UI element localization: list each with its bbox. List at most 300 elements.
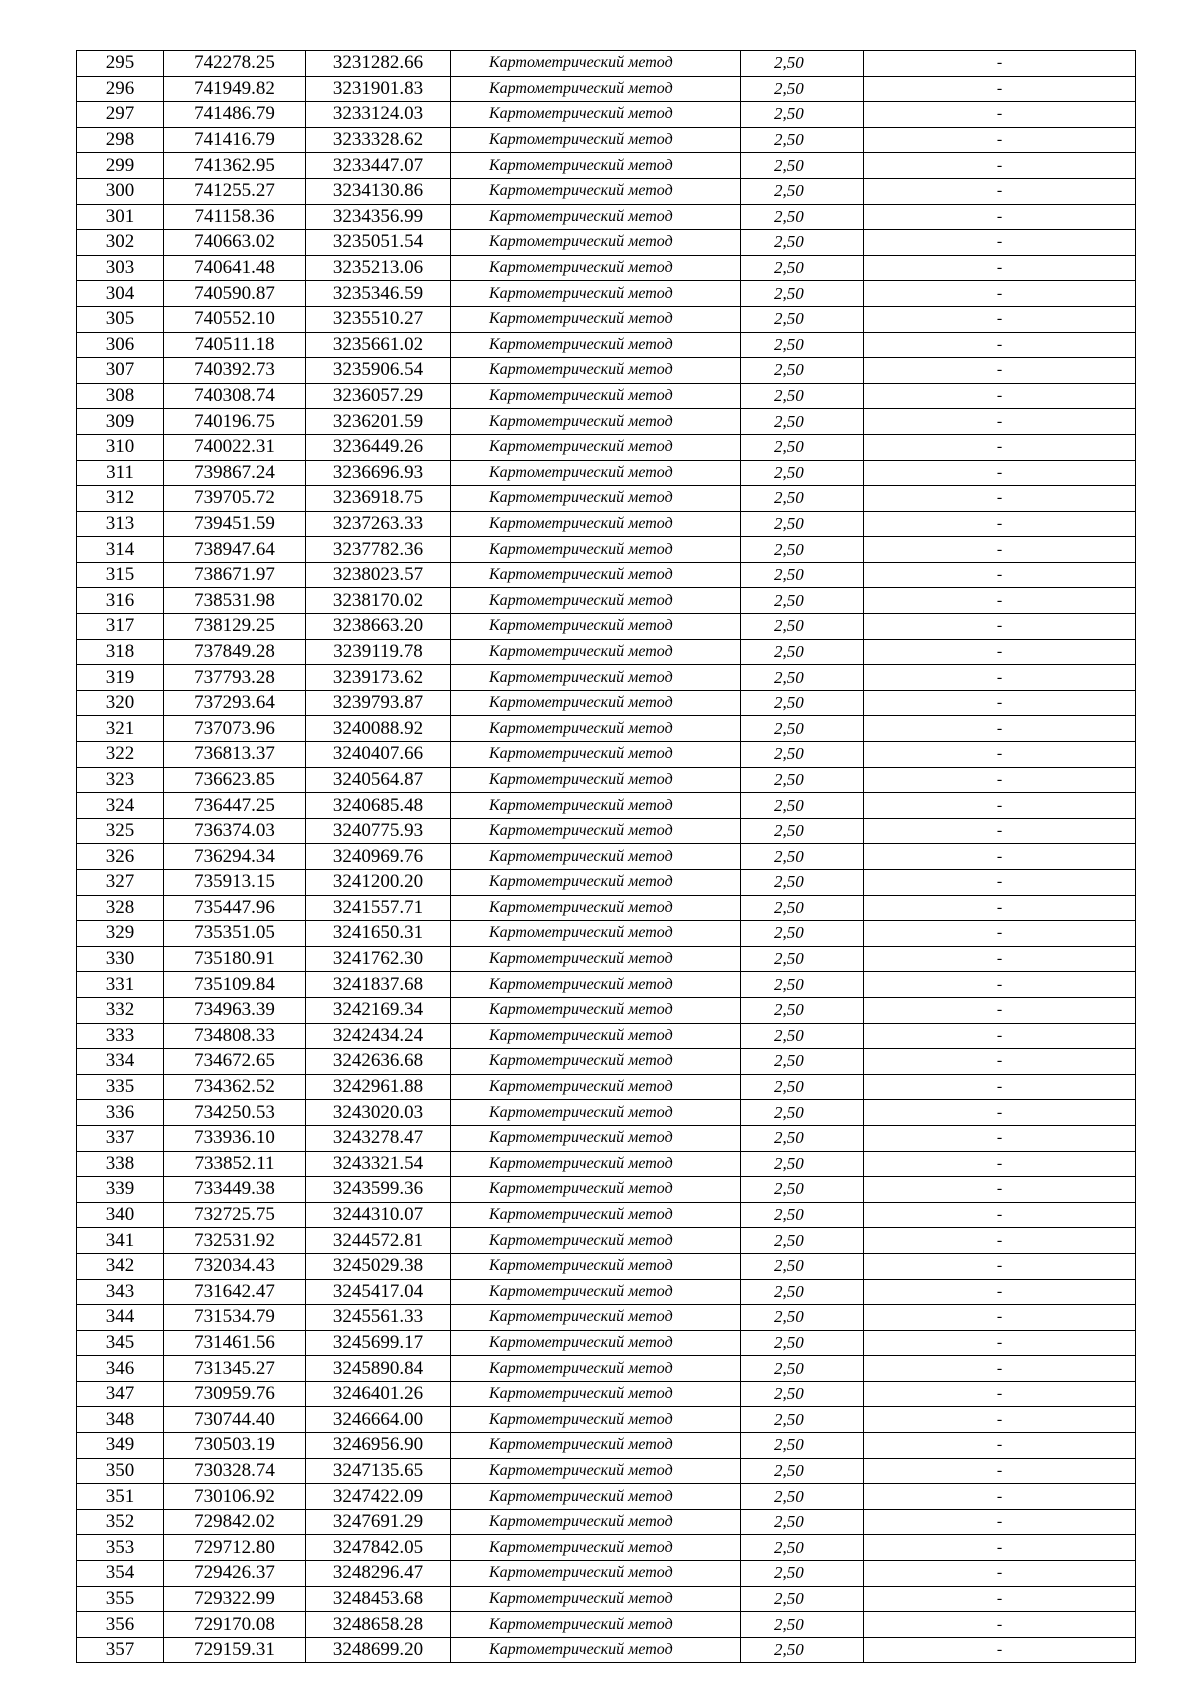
method-cell: Картометрический метод: [451, 204, 741, 230]
table-row: [77, 1509, 1136, 1535]
x-coordinate-cell: 733449.38: [164, 1177, 306, 1203]
note-cell: -: [864, 946, 1136, 972]
table-row: [77, 614, 1136, 640]
point-number-cell: 340: [77, 1202, 164, 1228]
table-row: [77, 51, 1136, 77]
y-coordinate-cell: 3241557.71: [306, 895, 451, 921]
method-cell: Картометрический метод: [451, 844, 741, 870]
method-cell: Картометрический метод: [451, 997, 741, 1023]
method-cell: Картометрический метод: [451, 1228, 741, 1254]
y-coordinate-cell: 3235661.02: [306, 332, 451, 358]
note-cell: -: [864, 204, 1136, 230]
x-coordinate-cell: 738947.64: [164, 537, 306, 563]
y-coordinate-cell: 3233328.62: [306, 127, 451, 153]
y-coordinate-cell: 3241200.20: [306, 870, 451, 896]
point-number-cell: 315: [77, 562, 164, 588]
y-coordinate-cell: 3247135.65: [306, 1458, 451, 1484]
note-cell: -: [864, 972, 1136, 998]
x-coordinate-cell: 730959.76: [164, 1381, 306, 1407]
note-cell: -: [864, 870, 1136, 896]
table-row: [77, 409, 1136, 435]
accuracy-cell: 2,50: [741, 1509, 864, 1535]
point-number-cell: 324: [77, 793, 164, 819]
point-number-cell: 322: [77, 742, 164, 768]
accuracy-cell: 2,50: [741, 1637, 864, 1663]
accuracy-cell: 2,50: [741, 1330, 864, 1356]
accuracy-cell: 2,50: [741, 358, 864, 384]
x-coordinate-cell: 737293.64: [164, 690, 306, 716]
note-cell: -: [864, 255, 1136, 281]
x-coordinate-cell: 738129.25: [164, 614, 306, 640]
point-number-cell: 328: [77, 895, 164, 921]
note-cell: -: [864, 434, 1136, 460]
table-row: [77, 665, 1136, 691]
x-coordinate-cell: 735913.15: [164, 870, 306, 896]
method-cell: Картометрический метод: [451, 409, 741, 435]
method-cell: Картометрический метод: [451, 486, 741, 512]
x-coordinate-cell: 734250.53: [164, 1100, 306, 1126]
x-coordinate-cell: 741949.82: [164, 76, 306, 102]
point-number-cell: 357: [77, 1637, 164, 1663]
x-coordinate-cell: 736294.34: [164, 844, 306, 870]
point-number-cell: 321: [77, 716, 164, 742]
y-coordinate-cell: 3238663.20: [306, 614, 451, 640]
y-coordinate-cell: 3240407.66: [306, 742, 451, 768]
x-coordinate-cell: 729322.99: [164, 1586, 306, 1612]
x-coordinate-cell: 735109.84: [164, 972, 306, 998]
y-coordinate-cell: 3238023.57: [306, 562, 451, 588]
point-number-cell: 350: [77, 1458, 164, 1484]
accuracy-cell: 2,50: [741, 409, 864, 435]
point-number-cell: 316: [77, 588, 164, 614]
table-row: [77, 511, 1136, 537]
point-number-cell: 309: [77, 409, 164, 435]
y-coordinate-cell: 3231901.83: [306, 76, 451, 102]
y-coordinate-cell: 3240685.48: [306, 793, 451, 819]
accuracy-cell: 2,50: [741, 460, 864, 486]
accuracy-cell: 2,50: [741, 1074, 864, 1100]
x-coordinate-cell: 730503.19: [164, 1433, 306, 1459]
note-cell: -: [864, 306, 1136, 332]
table-row: [77, 818, 1136, 844]
table-row: [77, 1023, 1136, 1049]
y-coordinate-cell: 3244310.07: [306, 1202, 451, 1228]
point-number-cell: 296: [77, 76, 164, 102]
y-coordinate-cell: 3242434.24: [306, 1023, 451, 1049]
method-cell: Картометрический метод: [451, 1151, 741, 1177]
method-cell: Картометрический метод: [451, 434, 741, 460]
y-coordinate-cell: 3233447.07: [306, 153, 451, 179]
method-cell: Картометрический метод: [451, 742, 741, 768]
table-row: [77, 1228, 1136, 1254]
table-row: [77, 588, 1136, 614]
y-coordinate-cell: 3240088.92: [306, 716, 451, 742]
note-cell: -: [864, 818, 1136, 844]
table-row: [77, 358, 1136, 384]
x-coordinate-cell: 734362.52: [164, 1074, 306, 1100]
table-row: [77, 997, 1136, 1023]
x-coordinate-cell: 733936.10: [164, 1125, 306, 1151]
method-cell: Картометрический метод: [451, 230, 741, 256]
method-cell: Картометрический метод: [451, 460, 741, 486]
accuracy-cell: 2,50: [741, 306, 864, 332]
note-cell: -: [864, 178, 1136, 204]
table-row: [77, 1612, 1136, 1638]
y-coordinate-cell: 3240969.76: [306, 844, 451, 870]
note-cell: -: [864, 1561, 1136, 1587]
method-cell: Картометрический метод: [451, 818, 741, 844]
method-cell: Картометрический метод: [451, 1458, 741, 1484]
accuracy-cell: 2,50: [741, 76, 864, 102]
point-number-cell: 308: [77, 383, 164, 409]
point-number-cell: 313: [77, 511, 164, 537]
point-number-cell: 299: [77, 153, 164, 179]
method-cell: Картометрический метод: [451, 1637, 741, 1663]
note-cell: -: [864, 230, 1136, 256]
point-number-cell: 344: [77, 1305, 164, 1331]
note-cell: -: [864, 409, 1136, 435]
method-cell: Картометрический метод: [451, 1433, 741, 1459]
note-cell: -: [864, 1458, 1136, 1484]
point-number-cell: 349: [77, 1433, 164, 1459]
x-coordinate-cell: 742278.25: [164, 51, 306, 77]
accuracy-cell: 2,50: [741, 1151, 864, 1177]
y-coordinate-cell: 3244572.81: [306, 1228, 451, 1254]
y-coordinate-cell: 3245890.84: [306, 1356, 451, 1382]
x-coordinate-cell: 734963.39: [164, 997, 306, 1023]
note-cell: -: [864, 614, 1136, 640]
accuracy-cell: 2,50: [741, 230, 864, 256]
point-number-cell: 337: [77, 1125, 164, 1151]
accuracy-cell: 2,50: [741, 434, 864, 460]
point-number-cell: 320: [77, 690, 164, 716]
table-row: [77, 1458, 1136, 1484]
method-cell: Картометрический метод: [451, 870, 741, 896]
table-row: [77, 1253, 1136, 1279]
y-coordinate-cell: 3239173.62: [306, 665, 451, 691]
y-coordinate-cell: 3247422.09: [306, 1484, 451, 1510]
accuracy-cell: 2,50: [741, 716, 864, 742]
method-cell: Картометрический метод: [451, 1177, 741, 1203]
method-cell: Картометрический метод: [451, 665, 741, 691]
point-number-cell: 339: [77, 1177, 164, 1203]
y-coordinate-cell: 3246956.90: [306, 1433, 451, 1459]
x-coordinate-cell: 731534.79: [164, 1305, 306, 1331]
note-cell: -: [864, 588, 1136, 614]
table-row: [77, 178, 1136, 204]
x-coordinate-cell: 739705.72: [164, 486, 306, 512]
note-cell: -: [864, 895, 1136, 921]
note-cell: -: [864, 1049, 1136, 1075]
table-row: [77, 690, 1136, 716]
note-cell: -: [864, 562, 1136, 588]
method-cell: Картометрический метод: [451, 921, 741, 947]
point-number-cell: 356: [77, 1612, 164, 1638]
method-cell: Картометрический метод: [451, 793, 741, 819]
y-coordinate-cell: 3233124.03: [306, 102, 451, 128]
y-coordinate-cell: 3236201.59: [306, 409, 451, 435]
table-row: [77, 1637, 1136, 1663]
accuracy-cell: 2,50: [741, 255, 864, 281]
y-coordinate-cell: 3245699.17: [306, 1330, 451, 1356]
accuracy-cell: 2,50: [741, 895, 864, 921]
point-number-cell: 302: [77, 230, 164, 256]
table-row: [77, 1433, 1136, 1459]
note-cell: -: [864, 76, 1136, 102]
note-cell: -: [864, 1586, 1136, 1612]
point-number-cell: 348: [77, 1407, 164, 1433]
point-number-cell: 325: [77, 818, 164, 844]
coordinates-table-body: [77, 51, 1136, 1663]
x-coordinate-cell: 729170.08: [164, 1612, 306, 1638]
table-row: [77, 255, 1136, 281]
accuracy-cell: 2,50: [741, 972, 864, 998]
method-cell: Картометрический метод: [451, 1074, 741, 1100]
table-row: [77, 1177, 1136, 1203]
y-coordinate-cell: 3236918.75: [306, 486, 451, 512]
table-row: [77, 1100, 1136, 1126]
y-coordinate-cell: 3243599.36: [306, 1177, 451, 1203]
y-coordinate-cell: 3235510.27: [306, 306, 451, 332]
accuracy-cell: 2,50: [741, 588, 864, 614]
method-cell: Картометрический метод: [451, 153, 741, 179]
table-row: [77, 1407, 1136, 1433]
x-coordinate-cell: 737793.28: [164, 665, 306, 691]
note-cell: -: [864, 1279, 1136, 1305]
y-coordinate-cell: 3248453.68: [306, 1586, 451, 1612]
note-cell: -: [864, 127, 1136, 153]
note-cell: -: [864, 1100, 1136, 1126]
note-cell: -: [864, 1407, 1136, 1433]
point-number-cell: 335: [77, 1074, 164, 1100]
method-cell: Картометрический метод: [451, 767, 741, 793]
point-number-cell: 311: [77, 460, 164, 486]
table-row: [77, 1151, 1136, 1177]
x-coordinate-cell: 736374.03: [164, 818, 306, 844]
note-cell: -: [864, 1151, 1136, 1177]
method-cell: Картометрический метод: [451, 76, 741, 102]
y-coordinate-cell: 3238170.02: [306, 588, 451, 614]
accuracy-cell: 2,50: [741, 1381, 864, 1407]
accuracy-cell: 2,50: [741, 870, 864, 896]
method-cell: Картометрический метод: [451, 306, 741, 332]
y-coordinate-cell: 3234130.86: [306, 178, 451, 204]
method-cell: Картометрический метод: [451, 1381, 741, 1407]
accuracy-cell: 2,50: [741, 1049, 864, 1075]
point-number-cell: 303: [77, 255, 164, 281]
accuracy-cell: 2,50: [741, 281, 864, 307]
y-coordinate-cell: 3237782.36: [306, 537, 451, 563]
accuracy-cell: 2,50: [741, 793, 864, 819]
y-coordinate-cell: 3235051.54: [306, 230, 451, 256]
method-cell: Картометрический метод: [451, 1509, 741, 1535]
accuracy-cell: 2,50: [741, 690, 864, 716]
point-number-cell: 343: [77, 1279, 164, 1305]
method-cell: Картометрический метод: [451, 281, 741, 307]
point-number-cell: 318: [77, 639, 164, 665]
point-number-cell: 306: [77, 332, 164, 358]
table-row: [77, 1535, 1136, 1561]
note-cell: -: [864, 1535, 1136, 1561]
point-number-cell: 312: [77, 486, 164, 512]
x-coordinate-cell: 738671.97: [164, 562, 306, 588]
point-number-cell: 330: [77, 946, 164, 972]
x-coordinate-cell: 731642.47: [164, 1279, 306, 1305]
method-cell: Картометрический метод: [451, 614, 741, 640]
accuracy-cell: 2,50: [741, 332, 864, 358]
x-coordinate-cell: 741255.27: [164, 178, 306, 204]
method-cell: Картометрический метод: [451, 1356, 741, 1382]
point-number-cell: 341: [77, 1228, 164, 1254]
y-coordinate-cell: 3241762.30: [306, 946, 451, 972]
accuracy-cell: 2,50: [741, 1100, 864, 1126]
table-row: [77, 230, 1136, 256]
method-cell: Картометрический метод: [451, 1561, 741, 1587]
method-cell: Картометрический метод: [451, 51, 741, 77]
table-row: [77, 946, 1136, 972]
note-cell: -: [864, 460, 1136, 486]
x-coordinate-cell: 732531.92: [164, 1228, 306, 1254]
y-coordinate-cell: 3236449.26: [306, 434, 451, 460]
table-row: [77, 1305, 1136, 1331]
note-cell: -: [864, 332, 1136, 358]
table-row: [77, 102, 1136, 128]
y-coordinate-cell: 3242636.68: [306, 1049, 451, 1075]
method-cell: Картометрический метод: [451, 946, 741, 972]
point-number-cell: 317: [77, 614, 164, 640]
table-row: [77, 1586, 1136, 1612]
x-coordinate-cell: 740663.02: [164, 230, 306, 256]
note-cell: -: [864, 486, 1136, 512]
method-cell: Картометрический метод: [451, 1330, 741, 1356]
method-cell: Картометрический метод: [451, 1586, 741, 1612]
coordinates-table: [76, 50, 1136, 1663]
accuracy-cell: 2,50: [741, 614, 864, 640]
accuracy-cell: 2,50: [741, 562, 864, 588]
note-cell: -: [864, 665, 1136, 691]
note-cell: -: [864, 358, 1136, 384]
x-coordinate-cell: 736623.85: [164, 767, 306, 793]
method-cell: Картометрический метод: [451, 588, 741, 614]
method-cell: Картометрический метод: [451, 1484, 741, 1510]
x-coordinate-cell: 740641.48: [164, 255, 306, 281]
x-coordinate-cell: 740196.75: [164, 409, 306, 435]
note-cell: -: [864, 1228, 1136, 1254]
point-number-cell: 333: [77, 1023, 164, 1049]
note-cell: -: [864, 1125, 1136, 1151]
accuracy-cell: 2,50: [741, 178, 864, 204]
x-coordinate-cell: 732034.43: [164, 1253, 306, 1279]
table-row: [77, 1381, 1136, 1407]
table-row: [77, 972, 1136, 998]
accuracy-cell: 2,50: [741, 1177, 864, 1203]
table-row: [77, 767, 1136, 793]
table-row: [77, 1561, 1136, 1587]
note-cell: -: [864, 537, 1136, 563]
x-coordinate-cell: 741158.36: [164, 204, 306, 230]
note-cell: -: [864, 793, 1136, 819]
method-cell: Картометрический метод: [451, 1023, 741, 1049]
y-coordinate-cell: 3243278.47: [306, 1125, 451, 1151]
accuracy-cell: 2,50: [741, 818, 864, 844]
table-row: [77, 716, 1136, 742]
x-coordinate-cell: 740590.87: [164, 281, 306, 307]
accuracy-cell: 2,50: [741, 767, 864, 793]
method-cell: Картометрический метод: [451, 1612, 741, 1638]
table-row: [77, 870, 1136, 896]
table-row: [77, 1484, 1136, 1510]
y-coordinate-cell: 3237263.33: [306, 511, 451, 537]
y-coordinate-cell: 3234356.99: [306, 204, 451, 230]
method-cell: Картометрический метод: [451, 972, 741, 998]
method-cell: Картометрический метод: [451, 690, 741, 716]
x-coordinate-cell: 739867.24: [164, 460, 306, 486]
note-cell: -: [864, 921, 1136, 947]
x-coordinate-cell: 740392.73: [164, 358, 306, 384]
y-coordinate-cell: 3242169.34: [306, 997, 451, 1023]
accuracy-cell: 2,50: [741, 1202, 864, 1228]
table-row: [77, 562, 1136, 588]
note-cell: -: [864, 1074, 1136, 1100]
table-row: [77, 76, 1136, 102]
accuracy-cell: 2,50: [741, 946, 864, 972]
note-cell: -: [864, 1177, 1136, 1203]
accuracy-cell: 2,50: [741, 153, 864, 179]
accuracy-cell: 2,50: [741, 1125, 864, 1151]
point-number-cell: 355: [77, 1586, 164, 1612]
accuracy-cell: 2,50: [741, 204, 864, 230]
y-coordinate-cell: 3248658.28: [306, 1612, 451, 1638]
point-number-cell: 331: [77, 972, 164, 998]
x-coordinate-cell: 735447.96: [164, 895, 306, 921]
x-coordinate-cell: 735180.91: [164, 946, 306, 972]
table-row: [77, 127, 1136, 153]
y-coordinate-cell: 3236696.93: [306, 460, 451, 486]
method-cell: Картометрический метод: [451, 102, 741, 128]
x-coordinate-cell: 729842.02: [164, 1509, 306, 1535]
y-coordinate-cell: 3246664.00: [306, 1407, 451, 1433]
table-row: [77, 1356, 1136, 1382]
note-cell: -: [864, 51, 1136, 77]
accuracy-cell: 2,50: [741, 1586, 864, 1612]
table-row: [77, 383, 1136, 409]
table-row: [77, 434, 1136, 460]
method-cell: Картометрический метод: [451, 178, 741, 204]
point-number-cell: 347: [77, 1381, 164, 1407]
x-coordinate-cell: 730328.74: [164, 1458, 306, 1484]
note-cell: -: [864, 1612, 1136, 1638]
note-cell: -: [864, 1433, 1136, 1459]
point-number-cell: 336: [77, 1100, 164, 1126]
y-coordinate-cell: 3247842.05: [306, 1535, 451, 1561]
accuracy-cell: 2,50: [741, 102, 864, 128]
method-cell: Картометрический метод: [451, 1279, 741, 1305]
table-row: [77, 1125, 1136, 1151]
method-cell: Картометрический метод: [451, 1049, 741, 1075]
accuracy-cell: 2,50: [741, 1433, 864, 1459]
accuracy-cell: 2,50: [741, 1228, 864, 1254]
table-row: [77, 281, 1136, 307]
method-cell: Картометрический метод: [451, 639, 741, 665]
table-row: [77, 1049, 1136, 1075]
x-coordinate-cell: 730106.92: [164, 1484, 306, 1510]
x-coordinate-cell: 740308.74: [164, 383, 306, 409]
note-cell: -: [864, 1509, 1136, 1535]
y-coordinate-cell: 3245561.33: [306, 1305, 451, 1331]
note-cell: -: [864, 997, 1136, 1023]
table-row: [77, 306, 1136, 332]
accuracy-cell: 2,50: [741, 665, 864, 691]
